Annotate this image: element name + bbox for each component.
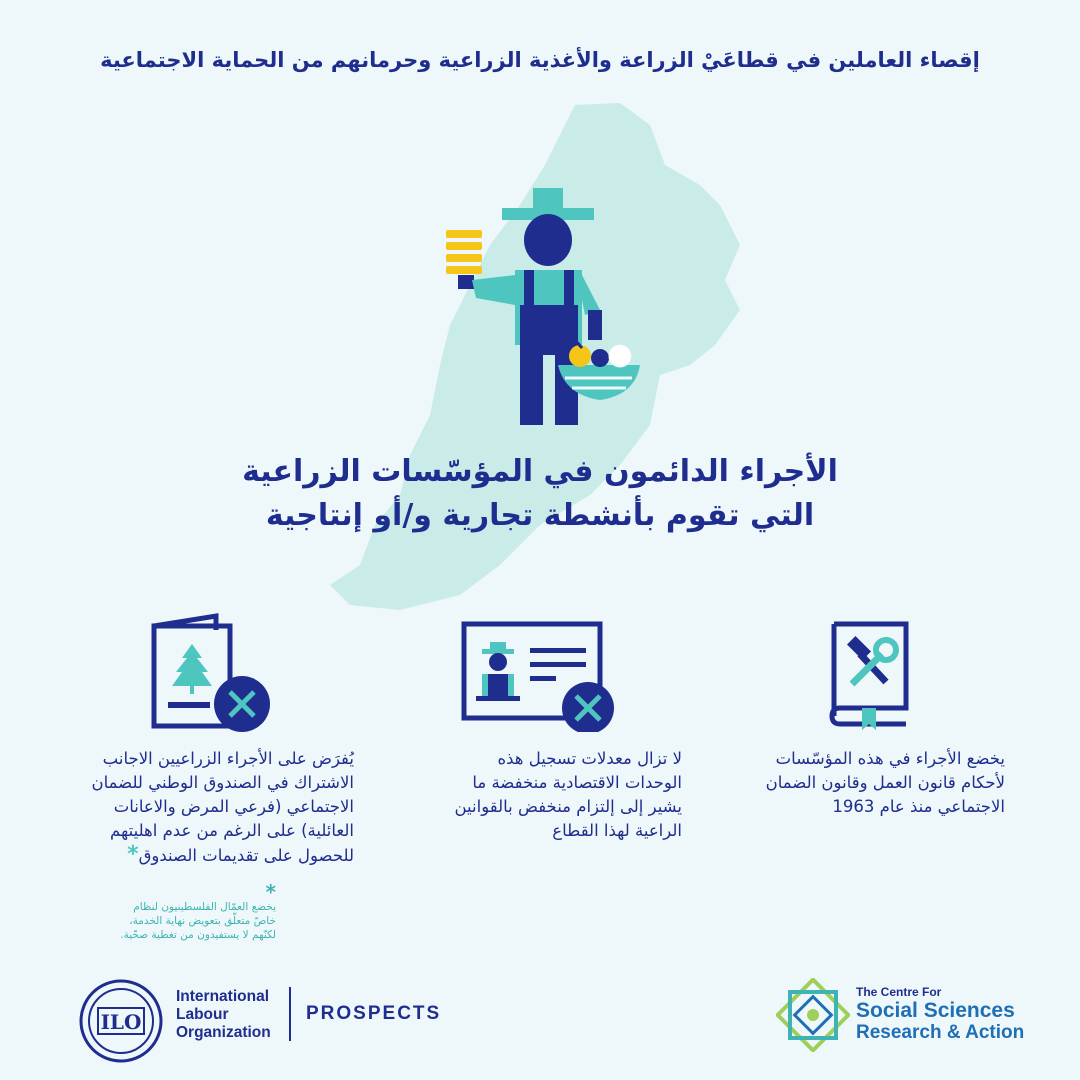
ilo-name (176, 988, 271, 1042)
column-right-line: يخضع الأجراء في هذه المؤسّسات (775, 749, 1005, 768)
footnote-line: لكنّهم لا يستفيدون من تغطية صحّية. (120, 929, 276, 941)
farmer-illustration-icon (440, 180, 650, 430)
column-right-line: الاجتماعي منذ عام 1963 (832, 797, 1005, 816)
page-header-title: إقصاء العاملين في قطاعَيْ الزراعة والأغذية الزراعية وحرمانهم من الحماية الاجتماعية (100, 48, 980, 72)
column-left-line: العائلية) على الرغم من عدم اهليتهم (110, 821, 354, 840)
ilo-name-line1: International (176, 988, 270, 1005)
column-right-line: لأحكام قانون العمل وقانون الضمان (765, 773, 1005, 792)
column-left-line: الاجتماعي (فرعي المرض والاعانات (113, 797, 354, 816)
column-middle-text (400, 747, 682, 843)
footnote-line: يخضع العمّال الفلسطينيون لنظام (133, 901, 276, 913)
svg-text:ILO: ILO (100, 1010, 142, 1034)
column-left-line (64, 843, 354, 868)
registration-card-cross-icon (460, 620, 620, 732)
column-middle-line: الراعية لهذا القطاع (552, 821, 682, 840)
footer-divider (289, 987, 291, 1041)
law-book-tools-icon (826, 620, 912, 730)
footnote-asterisk: * (265, 880, 276, 904)
column-left-line: يُفرَض على الأجراء الزراعيين الاجانب (102, 749, 354, 768)
prospects-logo-text: PROSPECTS (306, 1003, 442, 1024)
main-heading-line2: التي تقوم بأنشطة تجارية و/أو إنتاجية (265, 498, 815, 533)
footnote-line: خاصّ متعلّق بتعويض نهاية الخدمة، (129, 915, 276, 927)
cssr-name-line1: The Centre For (856, 985, 942, 999)
cedar-booklet-cross-icon (150, 612, 275, 734)
cssr-pattern-logo-icon (776, 978, 850, 1052)
main-heading (160, 450, 920, 538)
cssr-name (856, 985, 1024, 1043)
ilo-name-line2: Labour (176, 1006, 229, 1023)
column-left-line-text: للحصول على تقديمات الصندوق (138, 846, 354, 865)
main-heading-line1: الأجراء الدائمون في المؤسّسات الزراعية (242, 454, 838, 489)
column-middle-line: يشير إلى إلتزام منخفض بالقوانين (454, 797, 682, 816)
column-left-text (64, 747, 354, 868)
ilo-name-line3: Organization (176, 1024, 271, 1041)
ilo-logo-icon (78, 978, 164, 1064)
cssr-name-line3: Research & Action (856, 1022, 1025, 1043)
footnote (90, 880, 276, 942)
column-middle-line: لا تزال معدلات تسجيل هذه (497, 749, 682, 768)
column-right-text (715, 747, 1005, 819)
cssr-name-line2: Social Sciences (856, 999, 1015, 1022)
column-middle-line: الوحدات الاقتصادية منخفضة ما (472, 773, 682, 792)
column-left-line: الاشتراك في الصندوق الوطني للضمان (91, 773, 354, 792)
asterisk-marker: * (127, 842, 139, 867)
